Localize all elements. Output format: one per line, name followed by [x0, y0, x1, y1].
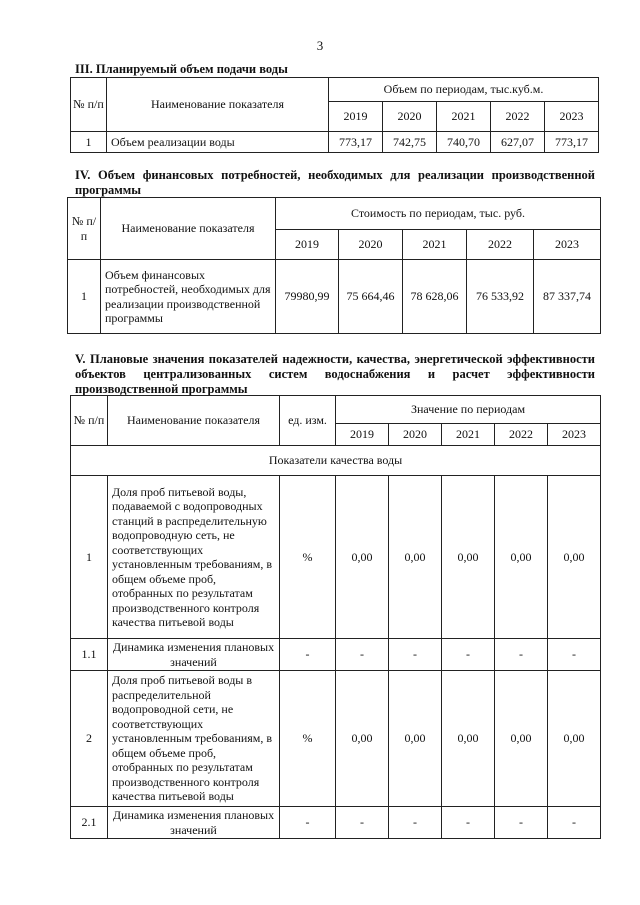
table-row	[71, 132, 599, 153]
section3-table	[70, 77, 599, 153]
year-header: 2022	[467, 230, 534, 260]
row-no: 1.1	[71, 639, 108, 671]
year-header: 2020	[389, 424, 442, 446]
row-value: -	[389, 807, 442, 839]
table-row	[68, 260, 601, 334]
year-header: 2023	[534, 230, 601, 260]
row-no: 1	[68, 260, 101, 334]
year-header: 2022	[495, 424, 548, 446]
row-no: 2.1	[71, 807, 108, 839]
section3-title: III. Планируемый объем подачи воды	[75, 62, 288, 76]
row-value: 0,00	[389, 671, 442, 807]
year-header: 2021	[403, 230, 467, 260]
row-value: -	[442, 807, 495, 839]
row-value: -	[548, 639, 601, 671]
row-value: -	[336, 639, 389, 671]
col-name-header: Наименование показателя	[107, 78, 329, 132]
section4-table	[67, 197, 601, 334]
year-header: 2022	[491, 102, 545, 132]
year-header: 2023	[545, 102, 599, 132]
page-number: 3	[316, 38, 324, 53]
col-no-header: № п/п	[71, 396, 108, 446]
row-no: 2	[71, 671, 108, 807]
row-value: 0,00	[442, 476, 495, 639]
row-value: 78 628,06	[403, 260, 467, 334]
row-value: 0,00	[336, 671, 389, 807]
table-row	[71, 476, 601, 639]
row-value: 773,17	[329, 132, 383, 153]
row-value: 76 533,92	[467, 260, 534, 334]
col-name-header: Наименование показателя	[101, 198, 276, 260]
table-row	[71, 671, 601, 807]
section4-title: IV. Объем финансовых потребностей, необходимых для реализации производственной программы	[75, 168, 595, 197]
row-name: Доля проб питьевой воды в распределительной водопроводной сети, не соответствующих установленным требованиям, в общем объеме проб, отобранных по результатам производственного контроля качества питьевой воды	[108, 671, 280, 807]
row-value: 773,17	[545, 132, 599, 153]
row-value: -	[548, 807, 601, 839]
row-value: -	[389, 639, 442, 671]
row-value: 742,75	[383, 132, 437, 153]
col-unit-header: ед. изм.	[280, 396, 336, 446]
year-header: 2019	[276, 230, 339, 260]
row-unit: %	[280, 476, 336, 639]
year-header: 2020	[339, 230, 403, 260]
row-value: -	[495, 807, 548, 839]
row-no: 1	[71, 132, 107, 153]
col-no-header: № п/п	[68, 198, 101, 260]
table-row	[71, 807, 601, 839]
row-name: Динамика изменения плановых значений	[108, 639, 280, 671]
col-group-header: Значение по периодам	[336, 396, 601, 424]
row-no: 1	[71, 476, 108, 639]
col-group-header: Стоимость по периодам, тыс. руб.	[276, 198, 601, 230]
year-header: 2021	[442, 424, 495, 446]
year-header: 2023	[548, 424, 601, 446]
row-value: -	[336, 807, 389, 839]
row-value: 0,00	[495, 671, 548, 807]
year-header: 2019	[336, 424, 389, 446]
row-value: -	[442, 639, 495, 671]
row-value: 75 664,46	[339, 260, 403, 334]
table-row	[71, 639, 601, 671]
row-name: Объем реализации воды	[107, 132, 329, 153]
row-unit: -	[280, 639, 336, 671]
row-value: 0,00	[495, 476, 548, 639]
row-name: Динамика изменения плановых значений	[108, 807, 280, 839]
col-group-header: Объем по периодам, тыс.куб.м.	[329, 78, 599, 102]
year-header: 2021	[437, 102, 491, 132]
row-value: 0,00	[336, 476, 389, 639]
row-unit: %	[280, 671, 336, 807]
section-subheader: Показатели качества воды	[71, 446, 601, 476]
year-header: 2019	[329, 102, 383, 132]
row-value: 0,00	[548, 671, 601, 807]
row-value: 740,70	[437, 132, 491, 153]
row-unit: -	[280, 807, 336, 839]
row-name: Объем финансовых потребностей, необходимых для реализации производственной программы	[101, 260, 276, 334]
row-value: -	[495, 639, 548, 671]
row-value: 0,00	[442, 671, 495, 807]
row-value: 87 337,74	[534, 260, 601, 334]
year-header: 2020	[383, 102, 437, 132]
row-value: 79980,99	[276, 260, 339, 334]
row-value: 627,07	[491, 132, 545, 153]
row-value: 0,00	[389, 476, 442, 639]
row-value: 0,00	[548, 476, 601, 639]
col-no-header: № п/п	[71, 78, 107, 132]
section5-title: V. Плановые значения показателей надежности, качества, энергетической эффективности объектов централизованных систем водоснабжения и расчет эффективности производственной программы	[75, 352, 595, 396]
section5-table	[70, 395, 601, 839]
col-name-header: Наименование показателя	[108, 396, 280, 446]
row-name: Доля проб питьевой воды, подаваемой с водопроводных станций в распределительную водопроводную сеть, не соответствующих установленным требованиям, в общем объеме проб, отобранных по результатам производственного контроля качества питьевой воды	[108, 476, 280, 639]
